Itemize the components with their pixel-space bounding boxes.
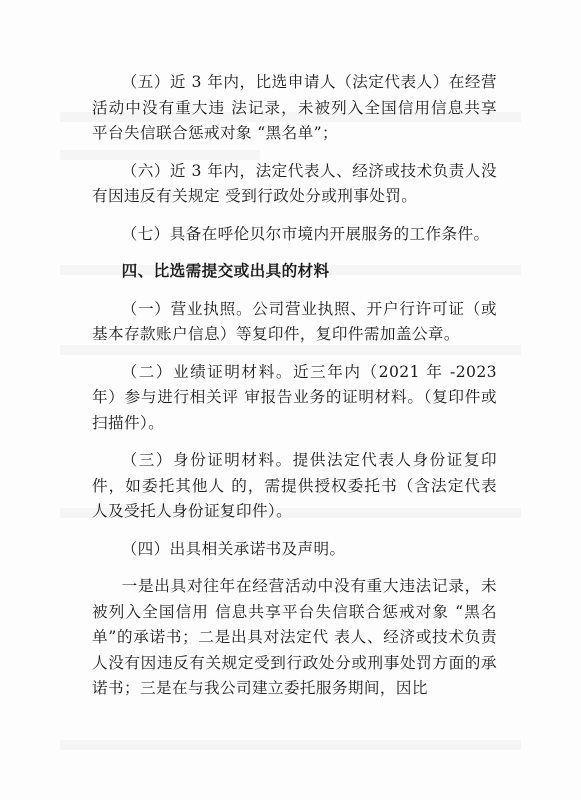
document-body: [92, 70, 497, 714]
bleed-through-mark: [60, 740, 521, 750]
clause-7: （七）具备在呼伦贝尔市境内开展服务的工作条件。: [121, 224, 490, 243]
material-1: （一）营业执照。公司营业执照、开户行许可证（或基本存款账户信息）等复印件，复印件需加盖公章。: [92, 299, 497, 343]
section-heading: 四、比选需提交或出具的材料: [121, 262, 330, 280]
material-4: （四）出具相关承诺书及声明。: [121, 539, 346, 558]
material-2: （二）业绩证明材料。近三年内（2021 年 -2023 年）参与进行相关评 审报告业务的证明材料。（复印件或扫描件）。: [92, 362, 497, 432]
material-4-details: 一是出具对往年在经营活动中没有重大违法记录，未被列入全国信用 信息共享平台失信联合惩戒对象 “黑名单”的承诺书；二是出具对法定代 表人、经济或技术负责人没有因违反有关规定受到行政处分或刑事处罚方面的承诺书；三是在与我公司建立委托服务期间，因比: [92, 577, 497, 697]
material-3: （三）身份证明材料。提供法定代表人身份证复印件，如委托其他人 的，需提供授权委托书（含法定代表人及受托人身份证复印件）。: [92, 451, 497, 520]
clause-5: （五）近 3 年内，比选申请人（法定代表人）在经营活动中没有重大违 法记录，未被列入全国信用信息共享平台失信联合惩戒对象 “黑名单”；: [92, 73, 497, 142]
clause-6: （六）近 3 年内，法定代表人、经济或技术负责人没有因违反有关规定 受到行政处分或刑事处罚。: [92, 161, 497, 205]
